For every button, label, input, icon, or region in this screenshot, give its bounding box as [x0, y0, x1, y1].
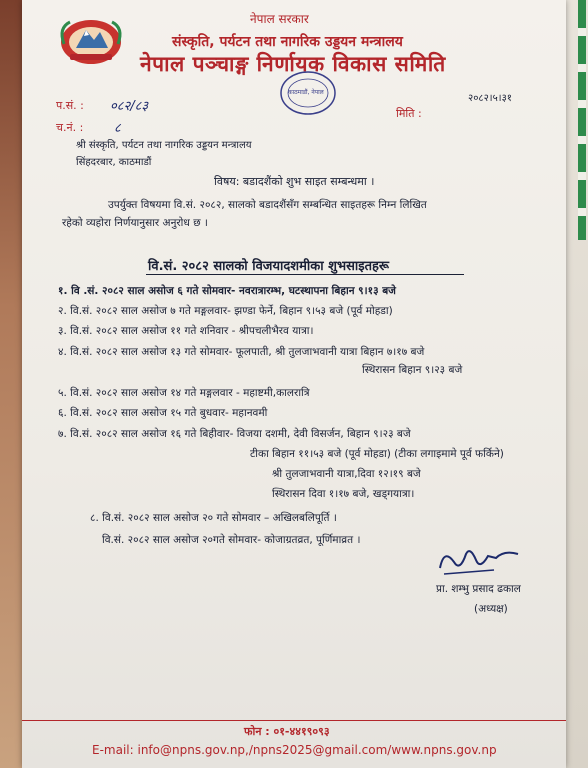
list-item: ४. वि.सं. २०८२ साल असोज १३ गते सोमवार- फूलपाती, श्री तुलजाभवानी यात्रा बिहान ७।१७ बजे — [58, 346, 425, 358]
list-item: ६. वि.सं. २०८२ साल असोज १५ गते बुधवार- महानवमी — [58, 407, 268, 419]
ps-value: ०८२/८३ — [110, 99, 149, 114]
recipient-line-2: सिंहदरबार, काठमाडौं — [76, 157, 152, 168]
government-name: नेपाल सरकार — [250, 12, 309, 26]
date-label: मिति : — [396, 107, 422, 120]
handwritten-signature — [434, 540, 524, 580]
intro-line-2: रहेको व्यहोरा निर्णयानुसार अनुरोध छ । — [62, 217, 208, 229]
ministry-name: संस्कृति, पर्यटन तथा नागरिक उड्डयन मन्त्रालय — [172, 34, 403, 50]
list-item-continuation: स्थिरासन बिहान ९।२३ बजे — [362, 364, 463, 376]
committee-name: नेपाल पञ्चाङ्ग निर्णायक विकास समिति — [140, 52, 446, 76]
nepal-emblem-icon — [56, 14, 126, 66]
intro-line-1: उपर्युक्त विषयमा वि.सं. २०८२, सालको बडादशैंसँग सम्बन्धित साइतहरू निम्न लिखित — [108, 199, 427, 211]
subject-line: विषय: बडादशैंको शुभ साइत सम्बन्धमा । — [214, 175, 375, 188]
list-item-continuation: श्री तुलजाभवानी यात्रा,दिवा १२।१९ बजे — [272, 468, 421, 480]
title-underline — [146, 274, 464, 275]
list-item: १. वि .सं. २०८२ साल असोज ६ गते सोमवार- नवरात्रारम्भ, घटस्थापना बिहान ९।१३ बजे — [58, 285, 396, 297]
letter-page — [22, 0, 566, 768]
footer-divider — [22, 720, 566, 721]
reference-date: २०८२।५।३१ — [468, 93, 512, 104]
list-item: २. वि.सं. २०८२ साल असोज ७ गते मङ्गलवार- झण्डा फेर्ने, बिहान ९।५३ बजे (पूर्व मोहडा) — [58, 305, 393, 317]
cn-label: च.नं. : — [56, 121, 84, 134]
list-item: ८. वि.सं. २०८२ साल असोज २० गते सोमवार – अखिलबलिपूर्ति । — [90, 512, 337, 524]
signatory-title: (अध्यक्ष) — [474, 603, 508, 615]
ps-label: प.सं. : — [56, 99, 84, 112]
footer-email: E-mail: info@npns.gov.np,/npns2025@gmail.com/www.npns.gov.np — [92, 743, 497, 757]
cn-value: ८ — [114, 121, 121, 136]
list-item-continuation: टीका बिहान ११।५३ बजे (पूर्व मोहडा) (टीका लगाइमामे पूर्व फर्किने) — [250, 448, 504, 460]
list-item: वि.सं. २०८२ साल असोज २०गते सोमवार- कोजाग्रतव्रत, पूर्णिमाव्रत । — [102, 534, 361, 546]
list-item-continuation: स्थिरासन दिवा १।१७ बजे, खड्गयात्रा। — [272, 488, 415, 500]
footer-phone: फोन : ०१-४४१९०९३ — [244, 725, 330, 738]
stamp-text: काठमाडौं, नेपाल — [288, 89, 324, 96]
background-stripe — [578, 0, 586, 240]
list-item: ३. वि.सं. २०८२ साल असोज ११ गते शनिवार - श्रीपचलीभैरव यात्रा। — [58, 325, 314, 337]
recipient-line-1: श्री संस्कृति, पर्यटन तथा नागरिक उड्डयन मन्त्रालय — [76, 140, 252, 151]
signatory-name: प्रा. शम्भु प्रसाद ढकाल — [436, 583, 521, 595]
list-item: ७. वि.सं. २०८२ साल असोज १६ गते बिहीवार- विजया दशमी, देवी विसर्जन, बिहान ९।२३ बजे — [58, 428, 411, 440]
list-title: वि.सं. २०८२ सालको विजयादशमीका शुभसाइतहरू — [148, 259, 390, 274]
list-item: ५. वि.सं. २०८२ साल असोज १४ गते मङ्गलवार - महाष्टमी,कालरात्रि — [58, 387, 310, 399]
